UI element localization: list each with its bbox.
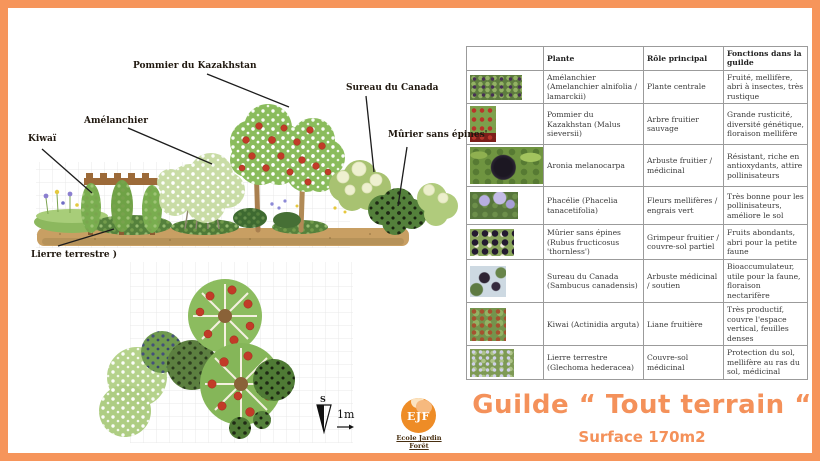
cell-plante: Kiwai (Actinidia arguta): [544, 303, 644, 346]
aronia-photo: [470, 147, 544, 184]
table-row: [467, 104, 808, 145]
compass-south-label: S: [320, 394, 326, 404]
cell-fonctions: Fruits abondants, abri pour la petite faune: [724, 225, 808, 260]
cell-fonctions: Protection du sol, mellifère au ras du sol, médicinal: [724, 346, 808, 379]
topview-apple-1: [188, 279, 262, 353]
table-row: [467, 346, 808, 379]
cell-plante: Sureau du Canada (Sambucus canadensis): [544, 260, 644, 303]
cell-fonctions: Résistant, riche en antioxydants, attire pollinisateurs: [724, 145, 808, 187]
table-header-row: [467, 47, 808, 71]
table-row: [467, 303, 808, 346]
cell-role: Couvre-sol médicinal: [644, 346, 724, 379]
cell-role: Plante centrale: [644, 70, 724, 103]
header-role: Rôle principal: [644, 47, 724, 71]
cell-fonctions: Très productif, couvre l'espace vertical, feuilles denses: [724, 303, 808, 346]
plants-table: [466, 46, 808, 380]
header-fonctions: Fonctions dans la guilde: [724, 47, 808, 71]
header-photo: [467, 47, 544, 71]
table-row: [467, 225, 808, 260]
murier-photo: [470, 229, 514, 256]
cell-role: Arbre fruitier sauvage: [644, 104, 724, 145]
cell-fonctions: Bioaccumulateur, utile pour la faune, floraison nectarifère: [724, 260, 808, 303]
lierre-photo: [470, 349, 514, 377]
phacelie-photo: [470, 192, 518, 219]
table-row: [467, 260, 808, 303]
table-row: [467, 70, 808, 103]
cell-role: Grimpeur fruitier / couvre-sol partiel: [644, 225, 724, 260]
label-sureau: Sureau du Canada: [346, 83, 439, 93]
cell-role: Arbuste médicinal / soutien: [644, 260, 724, 303]
page-title: Guilde “ Tout terrain “: [472, 390, 812, 420]
cell-plante: Mûrier sans épines (Rubus fructicosus 'thornless'): [544, 225, 644, 260]
cell-role: Fleurs mellifères / engrais vert: [644, 187, 724, 225]
cell-role: Arbuste fruitier / médicinal: [644, 145, 724, 187]
amelanchier-photo: [470, 75, 522, 100]
cell-role: Liane fruitière: [644, 303, 724, 346]
label-murier: Mûrier sans épines': [388, 130, 488, 140]
label-pommier: Pommier du Kazakhstan: [133, 61, 257, 71]
cell-fonctions: Fruité, mellifère, abri à insectes, très rustique: [724, 70, 808, 103]
cell-plante: Lierre terrestre (Glechoma hederacea): [544, 346, 644, 379]
header-plante: Plante: [544, 47, 644, 71]
cell-plante: Amélanchier (Amelanchier alnifolia / lamarckii): [544, 70, 644, 103]
label-lierre: Lierre terrestre ): [31, 250, 117, 260]
table-row: [467, 187, 808, 225]
logo-text: EJF: [407, 410, 430, 423]
cell-plante: Pommier du Kazakhstan (Malus sieversii): [544, 104, 644, 145]
cell-fonctions: Très bonne pour les pollinisateurs, améliore le sol: [724, 187, 808, 225]
page-subtitle: Surface 170m2: [578, 428, 706, 446]
logo-caption: Ecole Jardin Forêt: [396, 434, 442, 450]
plants-table-container: [466, 46, 808, 380]
cell-fonctions: Grande rusticité, diversité génétique, floraison mellifère: [724, 104, 808, 145]
cell-plante: Aronia melanocarpa: [544, 145, 644, 187]
kiwi-trellis: [81, 173, 162, 235]
label-kiwai: Kiwaï: [28, 134, 57, 144]
scale-label: 1m: [337, 408, 355, 421]
table-row: [467, 145, 808, 187]
sureau-photo: [470, 266, 506, 297]
cell-plante: Phacélie (Phacelia tanacetifolia): [544, 187, 644, 225]
kiwai-photo: [470, 308, 506, 341]
ejf-logo: [401, 398, 436, 433]
label-amelanchier: Amélanchier: [84, 116, 148, 126]
